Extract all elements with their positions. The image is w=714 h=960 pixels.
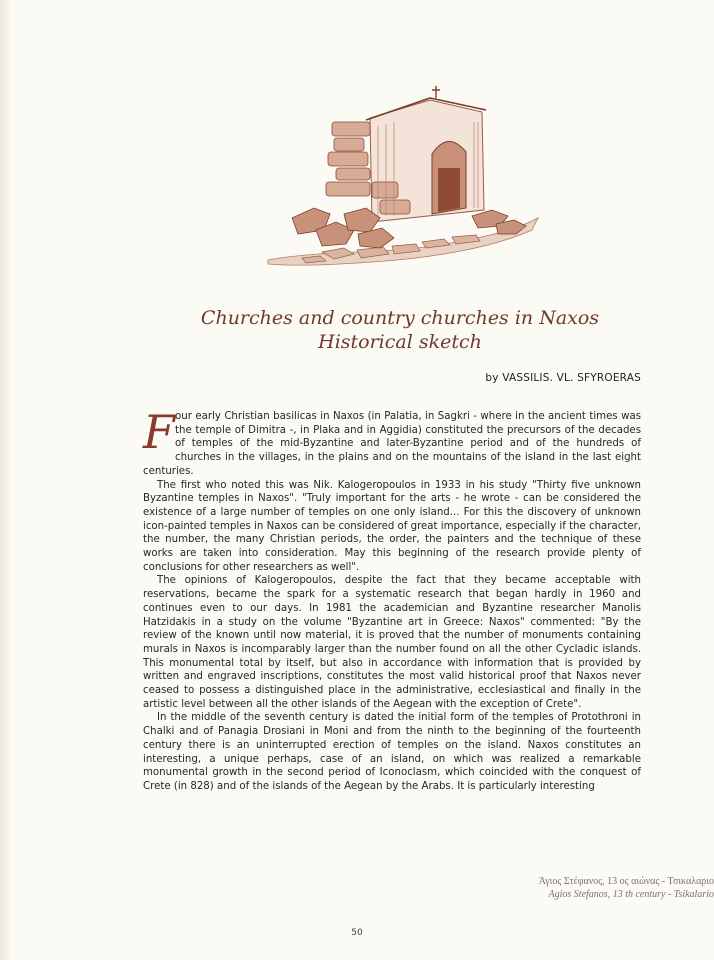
author-byline: by VASSILIS. VL. SFYROERAS <box>485 372 641 384</box>
paragraph-2: The first who noted this was Nik. Kalogeropoulos in 1933 in his study "Thirty five unknown Byzantine temples in Naxos". "Truly important for the arts - he wrote - can be considered the existence of a large number of temples on one only island... For this the discovery of unknown icon-painted temples in Naxos can be considered of great importance, especially if the character, the number, the many Christian periods, the order, the painters and the technique of these works are taken into consideration. May this beginning of the research provide plenty of conclusions for other researchers as well". <box>143 479 642 573</box>
church-sketch-illustration <box>262 82 544 274</box>
article-title: Churches and country churches in Naxos <box>200 307 600 329</box>
paragraph-3: The opinions of Kalogeropoulos, despite the fact that they became acceptable with reservations, became the spark for a systematic research that began hardly in 1960 and continues even to our days. In 1981 the academician and Byzantine researcher Manolis Hatzidakis in a study on the volume "Byzantine art in Greece: Naxos" commented: "By the review of the known until now material, it is proved that the number of monuments containing murals in Naxos is incomparably larger than the number found on all the other Cycladic islands. This monumental total by itself, but also in accordance with information that is provided by written and engraved inscriptions, constitutes the most valid historical proof that Naxos never ceased to possess a distinguished place in the administrative, ecclesiastical and finally in the artistic level between all the other islands of the Aegean with the exception of Crete". <box>143 575 641 710</box>
article-body <box>143 405 642 794</box>
paragraph-1-text: our early Christian basilicas in Naxos (in Palatia, in Sagkri - where in the ancient times was the temple of Dimitra -, in Plaka and in Aggidia) constituted the precursors of the decades of temples of the mid-Byzantine and later-Byzantine period and of the hundreds of churches in the villages, in the plains and on the mountains of the island in the last eight centuries. <box>143 411 641 477</box>
caption-greek: Άγιος Στέφανος, 13 ος αιώνας - Τσικαλαριο <box>538 876 714 887</box>
page-gutter <box>0 0 12 960</box>
article-subtitle: Historical sketch <box>318 331 482 353</box>
paragraph-1 <box>143 405 641 479</box>
drop-cap: F <box>143 405 175 459</box>
page-number: 50 <box>351 928 363 938</box>
caption-english: Agios Stefanos, 13 th century - Tsikalario <box>548 889 714 900</box>
paragraph-4: In the middle of the seventh century is dated the initial form of the temples of Protothroni in Chalki and of Panagia Drosiani in Moni and from the ninth to the beginning of the fourteenth century there is an uninterrupted erection of temples on the island. Naxos constitutes an interesting, a unique perhaps, case of an island, on which was realized a remarkable monumental growth in the second period of Iconoclasm, which coincided with the conquest of Crete (in 828) and of the islands of the Aegean by the Arabs. It is particularly interesting <box>143 712 641 792</box>
